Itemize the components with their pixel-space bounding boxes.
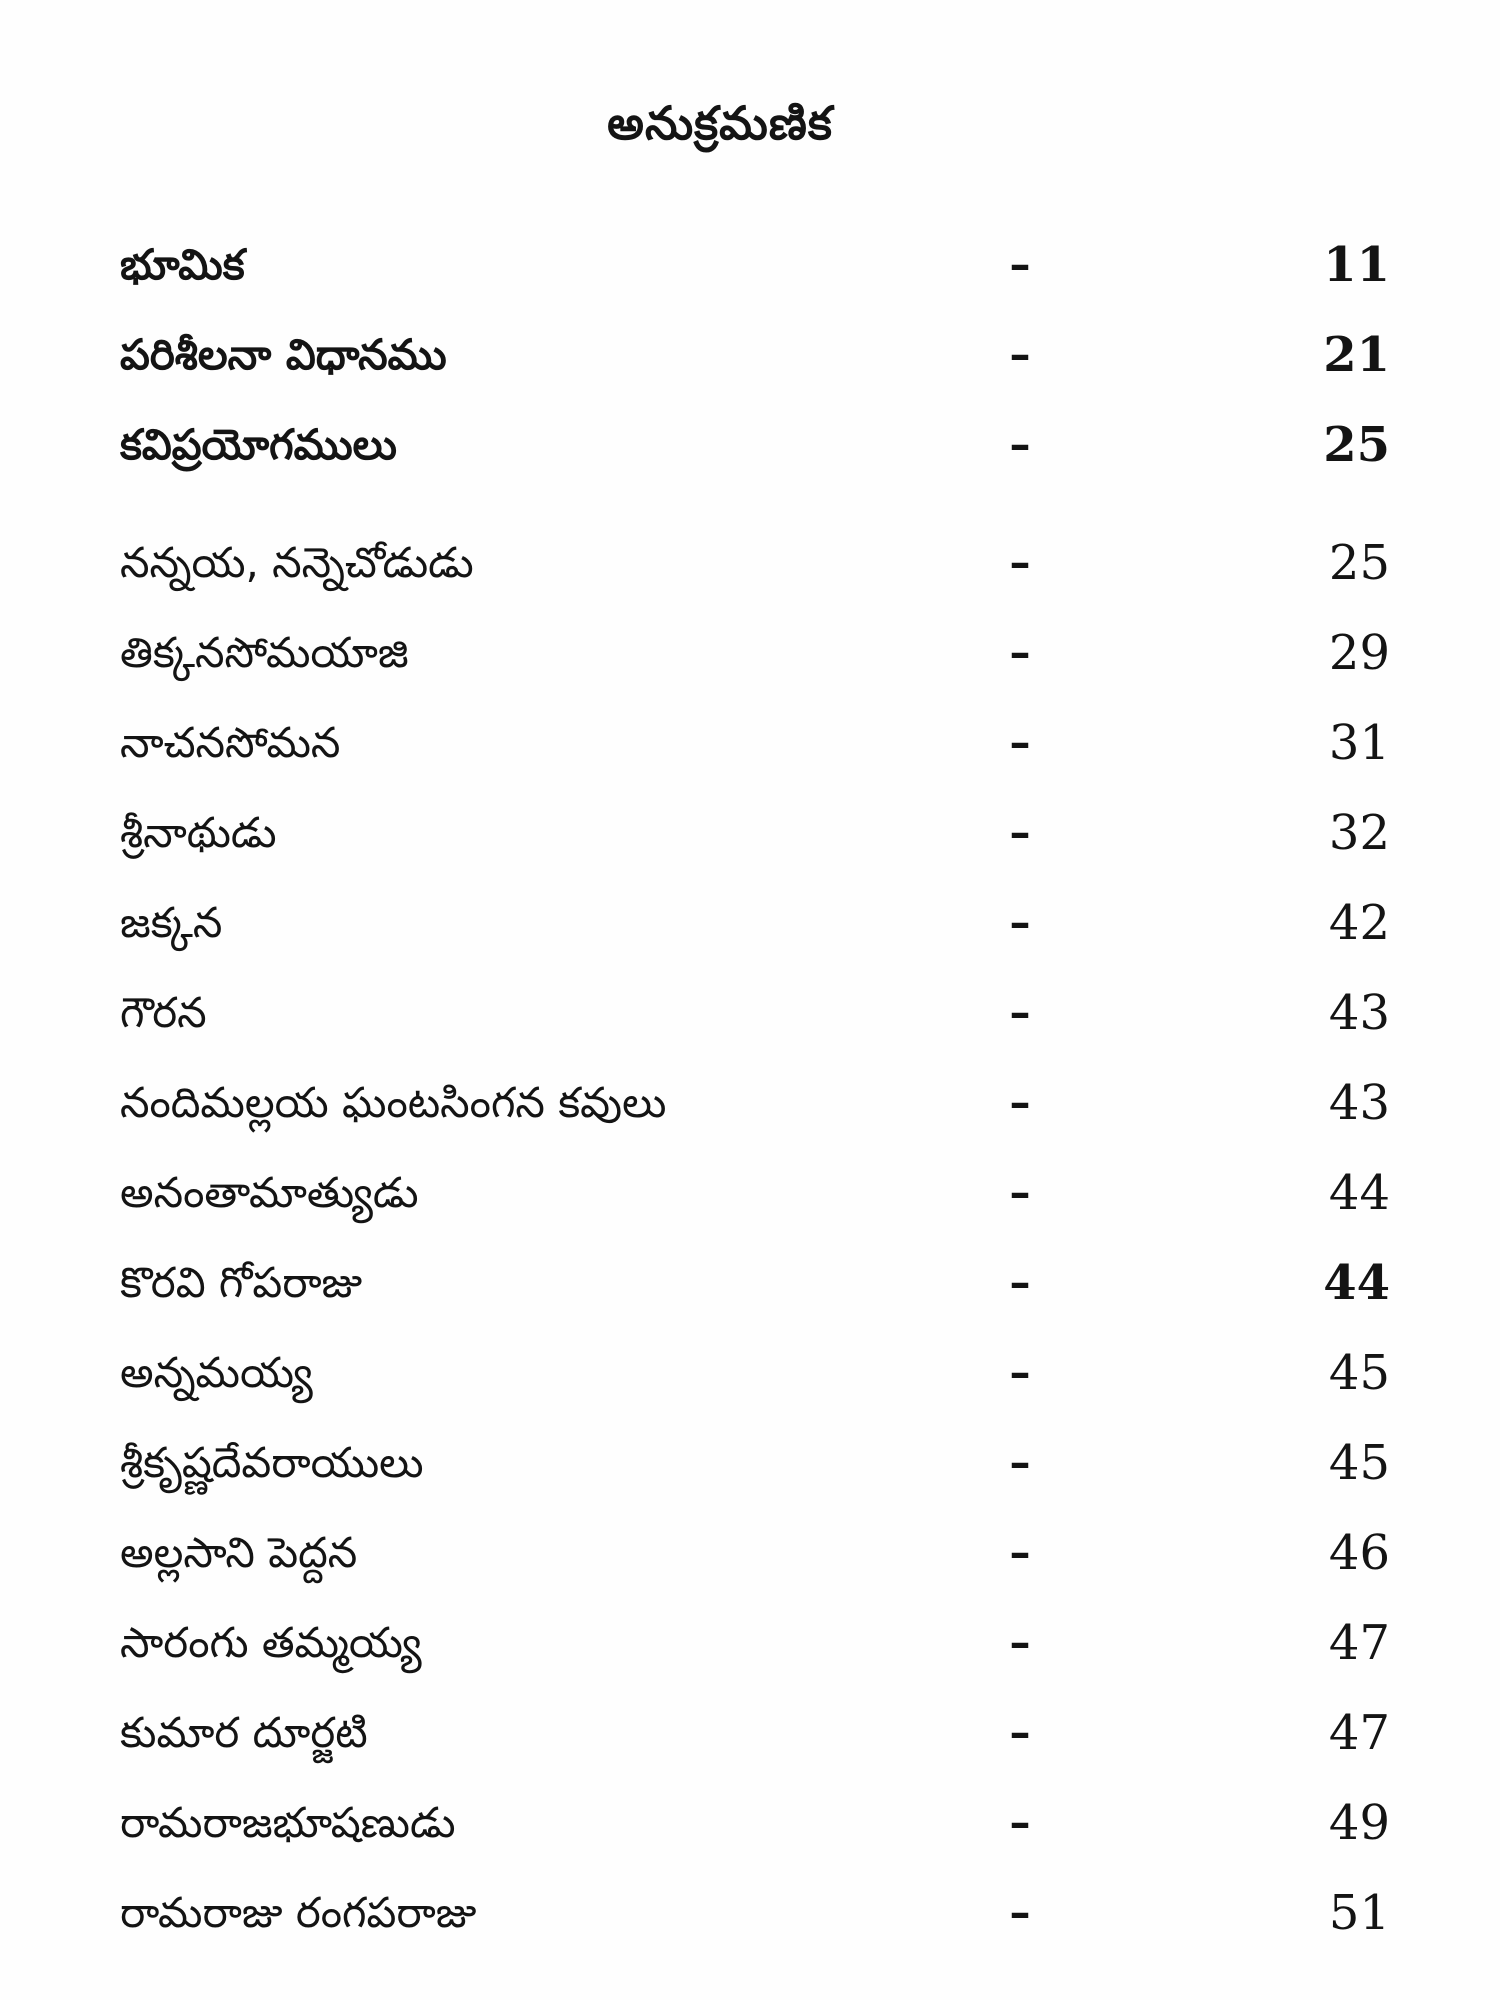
toc-entry-title: తిక్కనసోమయాజి [120,628,409,677]
toc-separator: – [1009,1438,1031,1487]
toc-entry-title: అల్లసాని పెద్దన [120,1528,358,1577]
toc-page-number: 47 [1328,1615,1390,1671]
toc-page-number: 45 [1328,1345,1390,1401]
toc-entry [120,1433,1390,1523]
toc-page-number: 51 [1328,1885,1390,1941]
toc-entry-title: శ్రీనాథుడు [120,808,277,857]
toc-entry [120,1163,1390,1253]
toc-separator: – [1009,1618,1031,1667]
toc-entry [120,803,1390,893]
toc-entry [120,1343,1390,1433]
toc-separator: – [1009,420,1031,469]
toc-page-number: 31 [1328,715,1390,771]
toc-page-number: 45 [1328,1435,1390,1491]
toc-entry [120,415,1390,505]
toc-entry [120,713,1390,803]
toc-separator: – [1009,628,1031,677]
toc-entry-title: కొరవి గోపరాజు [120,1258,363,1307]
toc-entry [120,235,1390,325]
toc-entry-title: శ్రీకృష్ణదేవరాయులు [120,1438,424,1487]
toc-entry [120,1793,1390,1883]
toc-entry-title: కుమార దూర్జటి [120,1708,368,1757]
toc-entry-title: రామరాజు రంగపరాజు [120,1888,477,1937]
toc-entry [120,533,1390,623]
toc-separator: – [1009,1258,1031,1307]
toc-page-number: 47 [1328,1705,1390,1761]
toc-page-number: 43 [1328,1075,1390,1131]
toc-page-number: 21 [1323,327,1390,383]
toc-page-number: 32 [1328,805,1390,861]
toc-separator: – [1009,538,1031,587]
toc-page-number: 44 [1323,1255,1390,1311]
toc-separator: – [1009,240,1031,289]
toc-entry-title: సారంగు తమ్మయ్య [120,1618,422,1667]
toc-entry-title: పరిశీలనా విధానము [120,330,447,379]
toc-entry-title: అన్నమయ్య [120,1348,313,1397]
toc-separator: – [1009,718,1031,767]
toc-page-number: 49 [1328,1795,1390,1851]
toc-entry [120,325,1390,415]
toc-entry-title: రామరాజభూషణుడు [120,1798,456,1847]
toc-page-number: 25 [1328,535,1390,591]
toc-page-number: 25 [1323,417,1390,473]
toc-entry [120,1253,1390,1343]
toc-entry-title: భూమిక [120,240,245,289]
toc-entry [120,983,1390,1073]
toc-entry [120,1613,1390,1703]
toc-entry [120,1073,1390,1163]
toc-page-number: 46 [1328,1525,1390,1581]
toc-entry-title: నన్నయ, నన్నెచోడుడు [120,538,474,587]
toc-separator: – [1009,1888,1031,1937]
table-of-contents [120,235,1390,1973]
toc-entry-title: నందిమల్లయ ఘంటసింగన కవులు [120,1078,667,1127]
toc-entry [120,1703,1390,1793]
section-gap [120,505,1390,533]
toc-entry [120,893,1390,983]
toc-separator: – [1009,330,1031,379]
toc-separator: – [1009,988,1031,1037]
toc-page-number: 43 [1328,985,1390,1041]
toc-page-number: 42 [1328,895,1390,951]
toc-entry [120,1523,1390,1613]
toc-separator: – [1009,1798,1031,1847]
toc-entry-title: కవిప్రయోగములు [120,420,397,469]
toc-entry-title: నాచనసోమన [120,718,341,767]
toc-entry-title: అనంతామాత్యుడు [120,1168,419,1217]
page-title: అనుక్రమణిక [607,96,833,150]
toc-separator: – [1009,1348,1031,1397]
toc-separator: – [1009,1078,1031,1127]
toc-separator: – [1009,898,1031,947]
toc-separator: – [1009,808,1031,857]
toc-entry-title: గౌరన [120,988,207,1037]
toc-page-number: 29 [1328,625,1390,681]
toc-page-number: 11 [1323,237,1390,293]
toc-entry [120,623,1390,713]
toc-entry [120,1883,1390,1973]
toc-separator: – [1009,1708,1031,1757]
toc-separator: – [1009,1528,1031,1577]
toc-entry-title: జక్కన [120,898,223,947]
toc-page-number: 44 [1328,1165,1390,1221]
toc-separator: – [1009,1168,1031,1217]
